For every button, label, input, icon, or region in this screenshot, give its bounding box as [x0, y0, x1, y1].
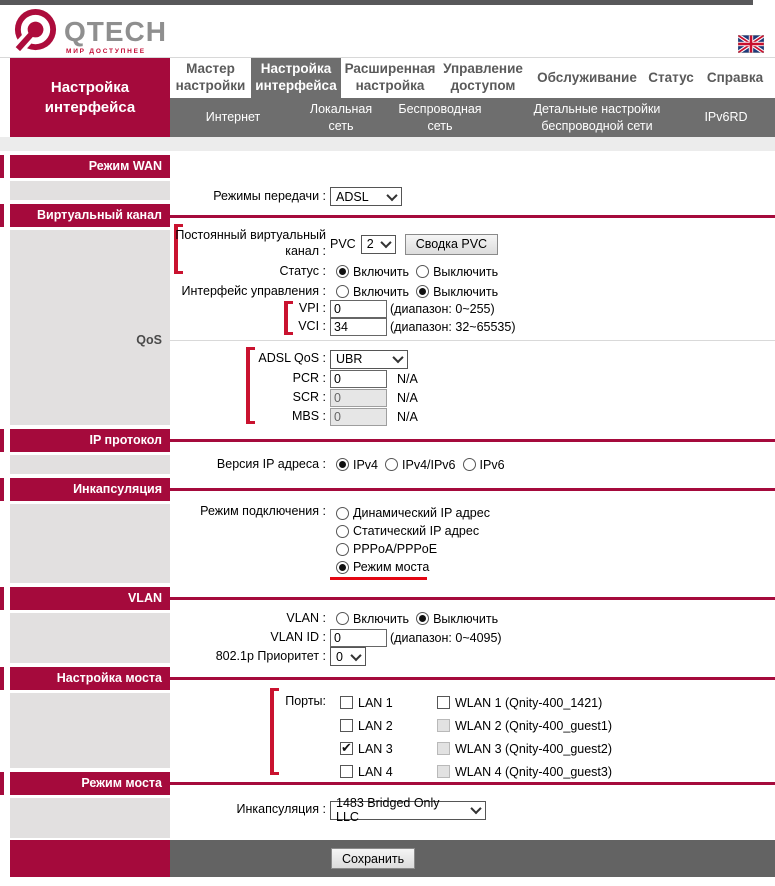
mbs-hint: N/A [397, 409, 418, 424]
8021p-priority-label: 802.1p Приоритет : [215, 648, 326, 663]
subnav-bar [170, 98, 775, 137]
pcr-label: PCR : [292, 370, 326, 385]
pvc-select[interactable]: 2 [361, 235, 396, 254]
chevron-down-icon [386, 189, 397, 200]
sidebar-fill [10, 230, 170, 425]
subnav-wireless-advanced[interactable]: Детальные настройки беспроводной сети [533, 102, 661, 133]
ip-version-ipv4-option[interactable]: IPv4 [336, 458, 378, 472]
radio-icon[interactable] [336, 612, 349, 625]
pcr-input[interactable] [330, 370, 387, 388]
sidebar-fill [10, 455, 170, 474]
radio-icon[interactable] [336, 525, 349, 538]
bridge-mode-underline [330, 577, 427, 580]
brand-wordmark: QTECH [64, 16, 167, 47]
divider-bridge-settings [170, 677, 775, 680]
divider-ip-protocol [170, 439, 775, 442]
conn-mode-static-option[interactable]: Статический IP адрес [336, 522, 479, 540]
divider-encapsulation [170, 488, 775, 491]
bridge-encapsulation-select[interactable]: 1483 Bridged Only LLC [330, 801, 486, 820]
pcr-hint: N/A [397, 371, 418, 386]
footer-bar [170, 840, 775, 877]
vpi-hint: (диапазон: 0~255) [390, 302, 495, 316]
page-title: Настройка интерфейса [10, 58, 170, 137]
sidebar-fill [10, 798, 170, 838]
adsl-qos-label: ADSL QoS : [258, 351, 326, 366]
port-wlan2-option: WLAN 2 (Qnity-400_guest1) [437, 714, 612, 737]
checkbox-disabled-icon [437, 765, 450, 778]
section-header-wan-mode: Режим WAN [10, 155, 170, 178]
checkbox-icon[interactable] [340, 719, 353, 732]
sidebar-fill [10, 693, 170, 768]
sidebar-fill [10, 613, 170, 663]
radio-icon[interactable] [416, 265, 429, 278]
subnav-lan[interactable]: Локальная сеть [309, 102, 373, 133]
checkbox-icon[interactable] [340, 696, 353, 709]
row-mgmt-interface [170, 282, 775, 301]
row-mbs [170, 407, 775, 426]
tab-interface-setup[interactable]: Настройка интерфейса [251, 58, 341, 98]
subnav-wireless[interactable]: Беспроводная сеть [398, 102, 482, 133]
row-vpi [170, 300, 775, 318]
save-button[interactable]: Сохранить [331, 848, 415, 869]
row-status [170, 262, 775, 281]
radio-icon[interactable] [463, 458, 476, 471]
row-vlan-id [170, 628, 775, 647]
status-enable-option[interactable]: Включить [336, 265, 409, 279]
scr-input [330, 389, 387, 407]
vpi-label: VPI : [298, 301, 326, 316]
vci-hint: (диапазон: 32~65535) [390, 320, 516, 334]
port-wlan3-option: WLAN 3 (Qnity-400_guest2) [437, 737, 612, 760]
bridge-encapsulation-label: Инкапсуляция : [236, 802, 326, 817]
radio-icon[interactable] [336, 285, 349, 298]
checkbox-checked-icon[interactable] [340, 742, 353, 755]
vlan-enable-option[interactable]: Включить [336, 612, 409, 626]
vlan-id-hint: (диапазон: 0~4095) [390, 630, 502, 645]
port-wlan4-option: WLAN 4 (Qnity-400_guest3) [437, 760, 612, 783]
vlan-disable-option[interactable]: Выключить [416, 612, 498, 626]
tab-maintenance[interactable]: Обслуживание [532, 58, 642, 98]
sidebar-fill [10, 504, 170, 583]
top-accent-bar [0, 0, 753, 5]
edge-notch [0, 587, 4, 610]
status-disable-option[interactable]: Выключить [416, 265, 498, 279]
radio-checked-icon[interactable] [336, 265, 349, 278]
qtech-logo-icon [12, 8, 59, 55]
section-header-vlan: VLAN [10, 587, 170, 610]
transfer-mode-select[interactable]: ADSL [330, 187, 402, 206]
content-top-strip [0, 137, 775, 151]
radio-icon[interactable] [385, 458, 398, 471]
chevron-down-icon [380, 237, 391, 248]
section-header-ip-protocol: IP протокол [10, 429, 170, 452]
connection-mode-label: Режим подключения : [200, 504, 326, 518]
checkbox-disabled-icon [437, 719, 450, 732]
divider-qos [170, 340, 775, 341]
pvc-prefix: PVC [330, 237, 356, 251]
language-flag-icon[interactable] [738, 35, 764, 53]
section-header-virtual-channel: Виртуальный канал [10, 204, 170, 227]
edge-notch [0, 204, 4, 227]
vci-label: VCI : [298, 319, 326, 334]
mbs-label: MBS : [291, 408, 326, 423]
mgmt-enable-option[interactable]: Включить [336, 285, 409, 299]
edge-notch [0, 667, 4, 690]
mgmt-disable-option[interactable]: Выключить [416, 285, 498, 299]
radio-checked-icon[interactable] [416, 612, 429, 625]
tab-access-management[interactable]: Управление доступом [438, 58, 528, 98]
chevron-down-icon [470, 803, 481, 814]
row-scr [170, 388, 775, 407]
vlan-id-label: VLAN ID : [270, 629, 326, 644]
radio-checked-icon[interactable] [336, 561, 349, 574]
section-label-qos: QoS [136, 333, 162, 347]
tab-wizard[interactable]: Мастер настройки [171, 58, 250, 98]
vlan-id-input[interactable] [330, 629, 387, 647]
subnav-internet[interactable]: Интернет [205, 110, 261, 125]
vpi-input[interactable] [330, 300, 387, 318]
8021p-priority-select[interactable]: 0 [330, 647, 366, 666]
section-header-encapsulation: Инкапсуляция [10, 478, 170, 501]
port-lan4-option[interactable]: LAN 4 [340, 760, 393, 783]
checkbox-disabled-icon [437, 742, 450, 755]
adsl-qos-select[interactable]: UBR [330, 350, 408, 369]
port-lan3-option[interactable]: ✔ LAN 3 [340, 737, 393, 760]
row-pcr [170, 369, 775, 388]
row-adsl-qos [170, 349, 775, 369]
edge-notch [0, 772, 4, 795]
status-label: Статус : [279, 263, 326, 278]
pvc-summary-button[interactable]: Сводка PVC [405, 234, 498, 255]
ports-label: Порты: [285, 694, 326, 708]
scr-label: SCR : [292, 389, 326, 404]
tab-help[interactable]: Справка [702, 58, 768, 98]
radio-icon[interactable] [336, 507, 349, 520]
radio-icon[interactable] [336, 543, 349, 556]
port-wlan1-option[interactable]: WLAN 1 (Qnity-400_1421) [437, 691, 602, 714]
vlan-label: VLAN : [286, 610, 326, 625]
row-vci [170, 318, 775, 336]
ip-version-ipv6-option[interactable]: IPv6 [463, 458, 505, 472]
port-lan1-option[interactable]: LAN 1 [340, 691, 393, 714]
section-header-bridge-settings: Настройка моста [10, 667, 170, 690]
edge-notch [0, 155, 4, 178]
subnav-ipv6rd[interactable]: IPv6RD [704, 110, 748, 125]
chevron-down-icon [350, 649, 361, 660]
conn-mode-dynamic-option[interactable]: Динамический IP адрес [336, 504, 490, 522]
edge-notch [0, 429, 4, 452]
scr-hint: N/A [397, 390, 418, 405]
vci-input[interactable] [330, 318, 387, 336]
row-pvc [170, 226, 775, 262]
row-ports [170, 691, 775, 783]
port-lan2-option[interactable]: LAN 2 [340, 714, 393, 737]
radio-checked-icon[interactable] [336, 458, 349, 471]
row-ip-version [170, 455, 775, 474]
tab-status[interactable]: Статус [644, 58, 698, 98]
row-bridge-encapsulation [170, 796, 775, 824]
conn-mode-bridge-option[interactable]: Режим моста [336, 558, 429, 576]
section-header-bridge-mode: Режим моста [10, 772, 170, 795]
edge-notch [0, 478, 4, 501]
row-8021p-priority [170, 647, 775, 666]
transfer-mode-label: Режимы передачи : [213, 188, 326, 203]
row-vlan [170, 609, 775, 628]
sidebar-fill [10, 181, 170, 200]
ip-version-ipv4ipv6-option[interactable]: IPv4/IPv6 [385, 458, 456, 472]
checkbox-icon[interactable] [340, 765, 353, 778]
mgmt-interface-label: Интерфейс управления : [181, 283, 326, 298]
row-connection-mode [170, 504, 775, 576]
footer-sidebar-block [10, 840, 170, 877]
conn-mode-pppoa-option[interactable]: PPPoA/PPPoE [336, 540, 437, 558]
chevron-down-icon [392, 352, 403, 363]
ip-version-label: Версия IP адреса : [216, 456, 326, 471]
mbs-input [330, 408, 387, 426]
divider-virtual-channel [170, 215, 775, 218]
brand-tagline: МИР ДОСТУПНЕЕ [66, 48, 146, 55]
tab-advanced-setup[interactable]: Расширенная настройка [344, 58, 436, 98]
radio-checked-icon[interactable] [416, 285, 429, 298]
divider-vlan [170, 597, 775, 600]
pvc-label: Постоянный виртуальный канал : [175, 228, 326, 258]
row-transfer-mode [170, 186, 775, 207]
checkbox-icon[interactable] [437, 696, 450, 709]
